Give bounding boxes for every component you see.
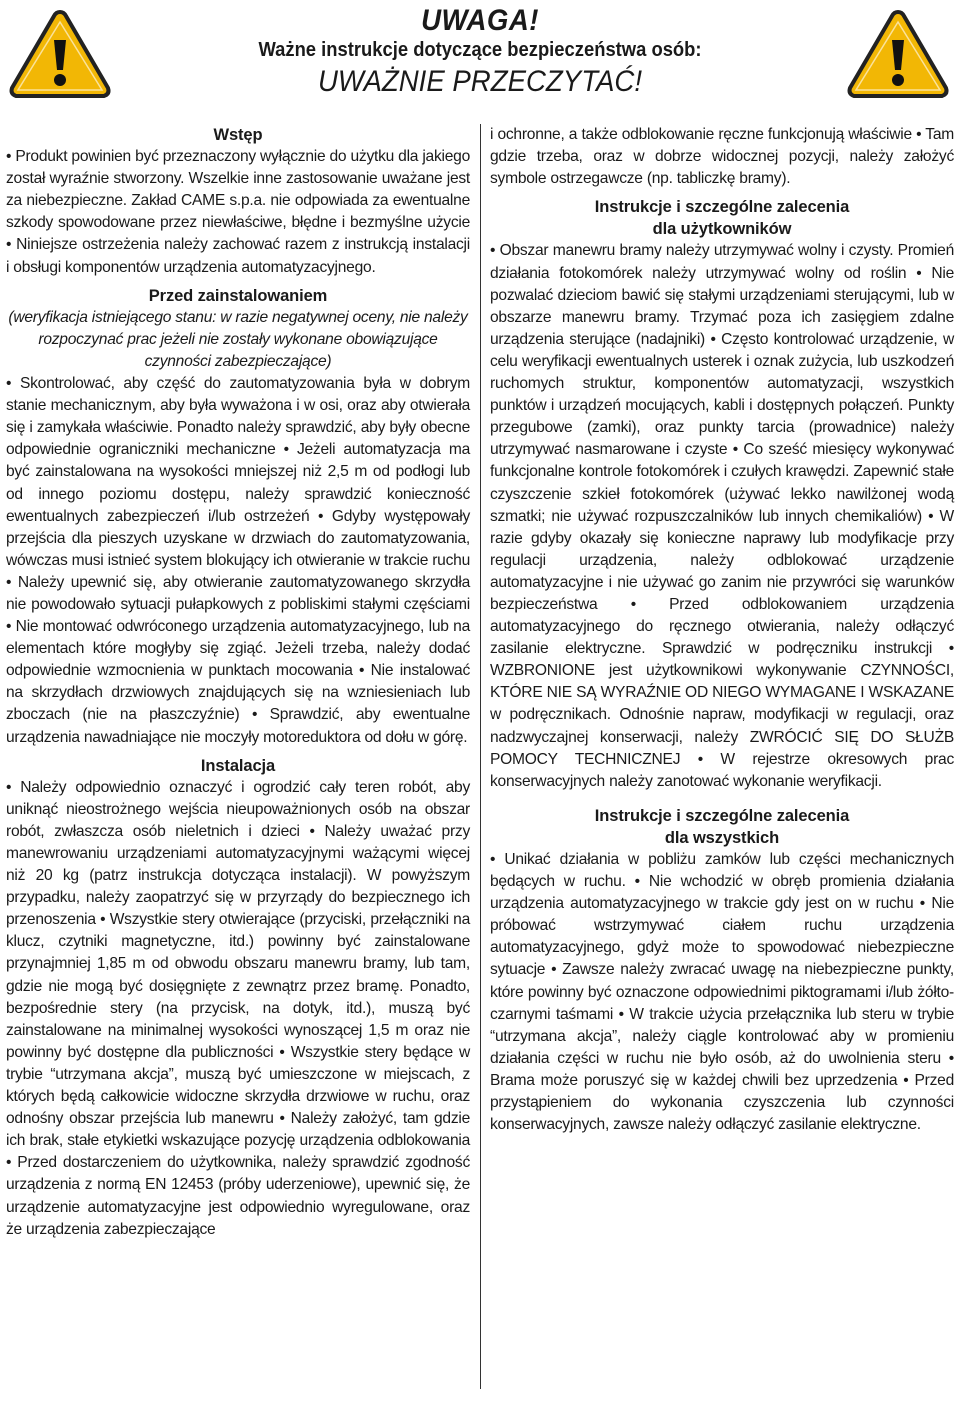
section-heading-before-install: Przed zainstalowaniem: [148, 286, 328, 305]
section-heading-intro: Wstęp: [213, 126, 263, 144]
section-heading-users-2: dla użytkowników: [652, 220, 792, 239]
page-subtitle: Ważne instrukcje dotyczące bezpieczeństwa osób:: [258, 39, 702, 61]
paragraph-installation: • Należy odpowiednio oznaczyć i ogrodzić cały teren robót, aby uniknąć nieostrożnego wejścia nieupoważnionych osób na obszar robót, zwłaszcza osób nieletnich i dzieci • Należy uważać przy manewrowaniu urządzeniami automatyzacyjnymi ważącymi więcej niż 20 kg (patrz instrukcja dotycząca instalacji). W powyższym przypadku, należy zaopatrzyć się w przyrządy do bezpiecznego ich przenoszenia • Wszystkie stery otwierające (przyciski, przełączniki na klucz, czytniki magnetyczne, itd.) powinny być zainstalowane przynajmniej 1,85 m od obwodu obszaru manewru bramy, lub tam, gdzie nie mogą być dosięgnięte z zewnątrz przez bramę. Ponadto, bezpośrednie stery (na przycisk, na dotyk, itd.), muszą być zainstalowane na minimalnej wysokości wynoszącej 1,5 m oraz nie powinny być dostępne dla publiczności • Wszystkie stery będące w trybie “utrzymana akcja”, muszą być umieszczone w miejscach, z których będą całkowicie widoczne skrzydła drzwiowe w ruchu, oraz odnośny obszar przejścia lub manewru • Należy założyć, tam gdzie ich brak, stałe etykietki wskazujące pozycję urządzenia odblokowania • Przed dostarczeniem do użytkownika, należy sprawdzić zgodność urządzenia z normą EN 12453 (próby uderzeniowe), upewnić się, że urządzenie automatyzacyjne jest odpowiednio wyregulowane, oraz że urządzenia zabezpieczające: [6, 778, 470, 1238]
page-title: UWAGA!: [421, 4, 539, 37]
right-column: [490, 124, 954, 1136]
paragraph-users: • Obszar manewru bramy należy utrzymywać wolny i czysty. Promień działania fotokomórek należy utrzymywać wolny od roślin • Nie pozwalać dzieciom bawić się stałymi urządzeniami sterującymi, lub w obszarze manewru bramy. Trzymać poza ich zasięgiem zdalne urządzenia sterujące (nadajniki) • Często kontrolować urządzenie, w celu weryfikacji ewentualnych usterek i oznak zużycia, lub uszkodzeń ruchomych struktur, komponentów automatyzacji, wszystkich punktów i urządzeń mocujących, kabli i dostępnych połączeń. Punkty przegubowe (zamki), oraz punkty tarcia (prowadnice) należy utrzymywać nasmarowane i czyste • Co sześć miesięcy wykonywać funkcjonalne kontrole fotokomórek i czułych krawędzi. Zapewnić stałe czyszczenie szkieł fotokomórek (używać lekko nawilżonej wodą szmatki; nie używać rozpuszczalników lub innych chemikaliów) • W razie gdyby okazały się konieczne naprawy lub modyfikacje przy regulacji urządzenia, należy odblokować urządzenie automatyzacyjne i nie używać go zanim nie przywróci się warunków bezpieczeństwa • Przed odblokowaniem urządzenia automatyzacyjnego do ręcznego otwierania, należy odłączyć zasilanie elektryczne. Sprawdzić w podręczniku instrukcji • WZBRONIONE jest użytkownikowi wykonywanie CZYNNOŚCI, KTÓRE NIE SĄ WYRAŹNIE OD NIEGO WYMAGANE I WSKAZANE w podręcznikach. Odnośnie napraw, modyfikacji w regulacji, oraz nadzwyczajnej konserwacji, należy ZWRÓCIĆ SIĘ DO SŁUŻB POMOCY TECHNICZNEJ • W rejestrze okresowych prac konserwacyjnych należy zanotować wykonanie weryfikacji.: [490, 242, 954, 790]
column-divider: [480, 124, 481, 1389]
paragraph-intro: • Produkt powinien być przeznaczony wyłącznie do użytku dla jakiego został wyraźnie stworzony. Wszelkie inne zastosowanie uważane jest za niebezpieczne. Zakład CAME s.p.a. nie odpowiada za ewentualne szkody spowodowane przez niewłaściwe, błędne i bezmyślne użycie • Niniejsze ostrzeżenia należy zachować razem z instrukcją instalacji i obsługi komponentów urządzenia automatyzacyjnego.: [6, 148, 470, 276]
paragraph-before-install: • Skontrolować, aby część do zautomatyzowania była w dobrym stanie mechanicznym, aby była wyważona i w osi, oraz aby otwierała się i zamykała właściwie. Ponadto należy sprawdzić, aby były obecne odpowiednie ograniczniki mechaniczne • Jeżeli automatyzacja ma być zainstalowana na wysokości mniejszej niż 2,5 m od podłogi lub od innego poziomu dostępu, należy sprawdzić konieczność ewentualnych zabezpieczeń i/lub ostrzeżeń • Gdyby występowały przejścia dla pieszych uzyskane w drzwiach do zautomatyzowania, wówczas musi istnieć system blokujący ich otwieranie w trakcie ruchu • Należy upewnić się, aby otwieranie zautomatyzowanego skrzydła nie powodowało sytuacji pułapkowych z pobliskimi stałymi częściami • Nie montować odwróconego urządzenia automatyzacyjnego, lub na elementach które mogłyby się zgiąć. Jeżeli trzeba, należy dodać odpowiednie wzmocnienia w punktach mocowania • Nie instalować na skrzydłach drzwiowych znajdujących się na wzniesieniach lub zboczach (nie na płaszczyźnie) • Sprawdzić, aby ewentualne urządzenia nawadniające nie moczyły motoreduktora od dołu w górę.: [6, 375, 470, 746]
left-column: [6, 124, 470, 1241]
section-heading-users-1: Instrukcje i szczególne zalecenia: [594, 198, 850, 217]
paragraph-before-install-note: (weryfikacja istniejącego stanu: w razie negatywnej oceny, nie należy rozpoczynać prac jeżeli nie zostały wykonane obowiązujące czynności zabezpieczające): [8, 308, 468, 370]
page-title-2: UWAŻNIE PRZECZYTAĆ!: [317, 65, 643, 98]
paragraph-all: • Unikać działania w pobliżu zamków lub części mechanicznych będących w ruchu. • Nie wchodzić w obręb promienia działania urządzenia automatyzacyjnego w trakcie gdy jest on w ruchu • Nie próbować wstrzymywać ciałem ruchu urządzenia automatyzacyjnego, gdyż może to spowodować niebezpieczne sytuacje • Zawsze należy zwracać uwagę na niebezpieczne punkty, które powinny być oznaczone odpowiednimi piktogramami i/lub żółto-czarnymi taśmami • W trakcie użycia przełącznika lub steru w trybie “utrzymana akcja”, należy ciągle kontrolować aby w promieniu działania części w ruchu nie było osób, aż do uwolnienia steru • Brama może poruszyć się w każdej chwili bez uprzedzenia • Przed przystąpieniem do wykonania czyszczenia lub czynności konserwacyjnych, zawsze należy odłączyć zasilanie elektryczne.: [490, 851, 954, 1134]
section-heading-all-2: dla wszystkich: [664, 828, 780, 847]
section-heading-installation: Instalacja: [200, 756, 276, 775]
page-header: [0, 0, 960, 100]
section-heading-all-1: Instrukcje i szczególne zalecenia: [594, 806, 850, 825]
paragraph-installation-cont: i ochronne, a także odblokowanie ręczne funkcjonują właściwie • Tam gdzie trzeba, oraz w dobrze widocznej pozycji, należy założyć symbole ostrzegawcze (np. tabliczkę bramy).: [490, 126, 954, 188]
